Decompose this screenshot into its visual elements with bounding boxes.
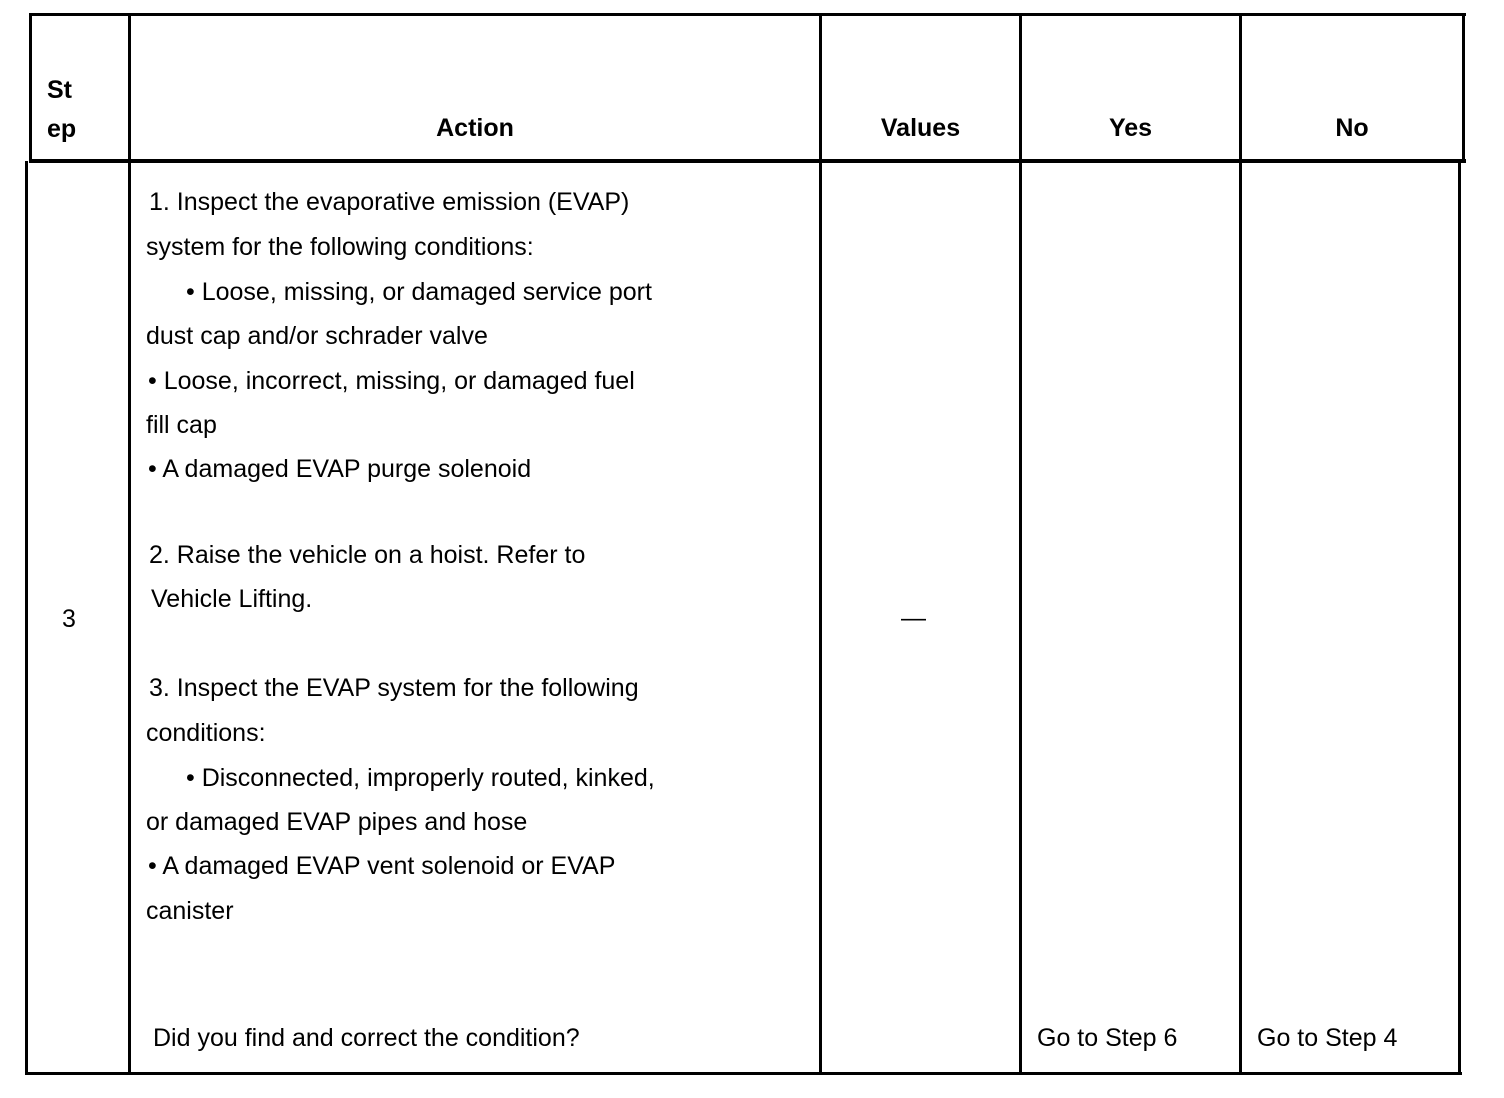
values-cell: — — [901, 604, 926, 632]
col-divider-values-yes — [1019, 13, 1022, 1075]
action-line: conditions: — [146, 719, 266, 747]
col-divider-right-body — [1458, 161, 1461, 1075]
action-line: • Loose, incorrect, missing, or damaged fuel — [148, 367, 635, 395]
action-line: • Disconnected, improperly routed, kinked, — [186, 764, 655, 792]
action-line: 3. Inspect the EVAP system for the following — [149, 674, 639, 702]
col-divider-right — [1462, 13, 1465, 163]
col-divider-step-action — [128, 13, 131, 1075]
header-values: Values — [880, 114, 961, 142]
header-yes: Yes — [1108, 114, 1153, 142]
yes-cell: Go to Step 6 — [1037, 1024, 1178, 1052]
header-step-line1: St — [47, 76, 72, 104]
no-cell: Go to Step 4 — [1257, 1024, 1398, 1052]
col-divider-left-body — [25, 161, 28, 1075]
action-line: • Loose, missing, or damaged service port — [186, 278, 652, 306]
action-line: 1. Inspect the evaporative emission (EVAP) — [149, 188, 630, 216]
col-divider-action-values — [819, 13, 822, 1075]
table-top-border — [29, 13, 1466, 16]
table-bottom-border — [25, 1072, 1462, 1075]
action-line: 2. Raise the vehicle on a hoist. Refer to — [149, 541, 586, 569]
header-no: No — [1335, 114, 1369, 142]
step-number: 3 — [62, 605, 76, 633]
action-line: or damaged EVAP pipes and hose — [146, 808, 528, 836]
header-bottom-border — [29, 159, 1466, 163]
action-line: • A damaged EVAP purge solenoid — [148, 455, 532, 483]
action-line: canister — [146, 897, 234, 925]
header-action: Action — [436, 114, 514, 142]
action-line: • A damaged EVAP vent solenoid or EVAP — [148, 852, 616, 880]
action-line: fill cap — [146, 411, 217, 439]
action-line: Vehicle Lifting. — [151, 585, 313, 613]
col-divider-left — [29, 13, 32, 163]
col-divider-yes-no — [1239, 13, 1242, 1075]
action-line: system for the following conditions: — [146, 233, 534, 261]
action-line: dust cap and/or schrader valve — [146, 322, 488, 350]
question-text: Did you find and correct the condition? — [153, 1024, 580, 1052]
header-step-line2: ep — [47, 115, 77, 143]
